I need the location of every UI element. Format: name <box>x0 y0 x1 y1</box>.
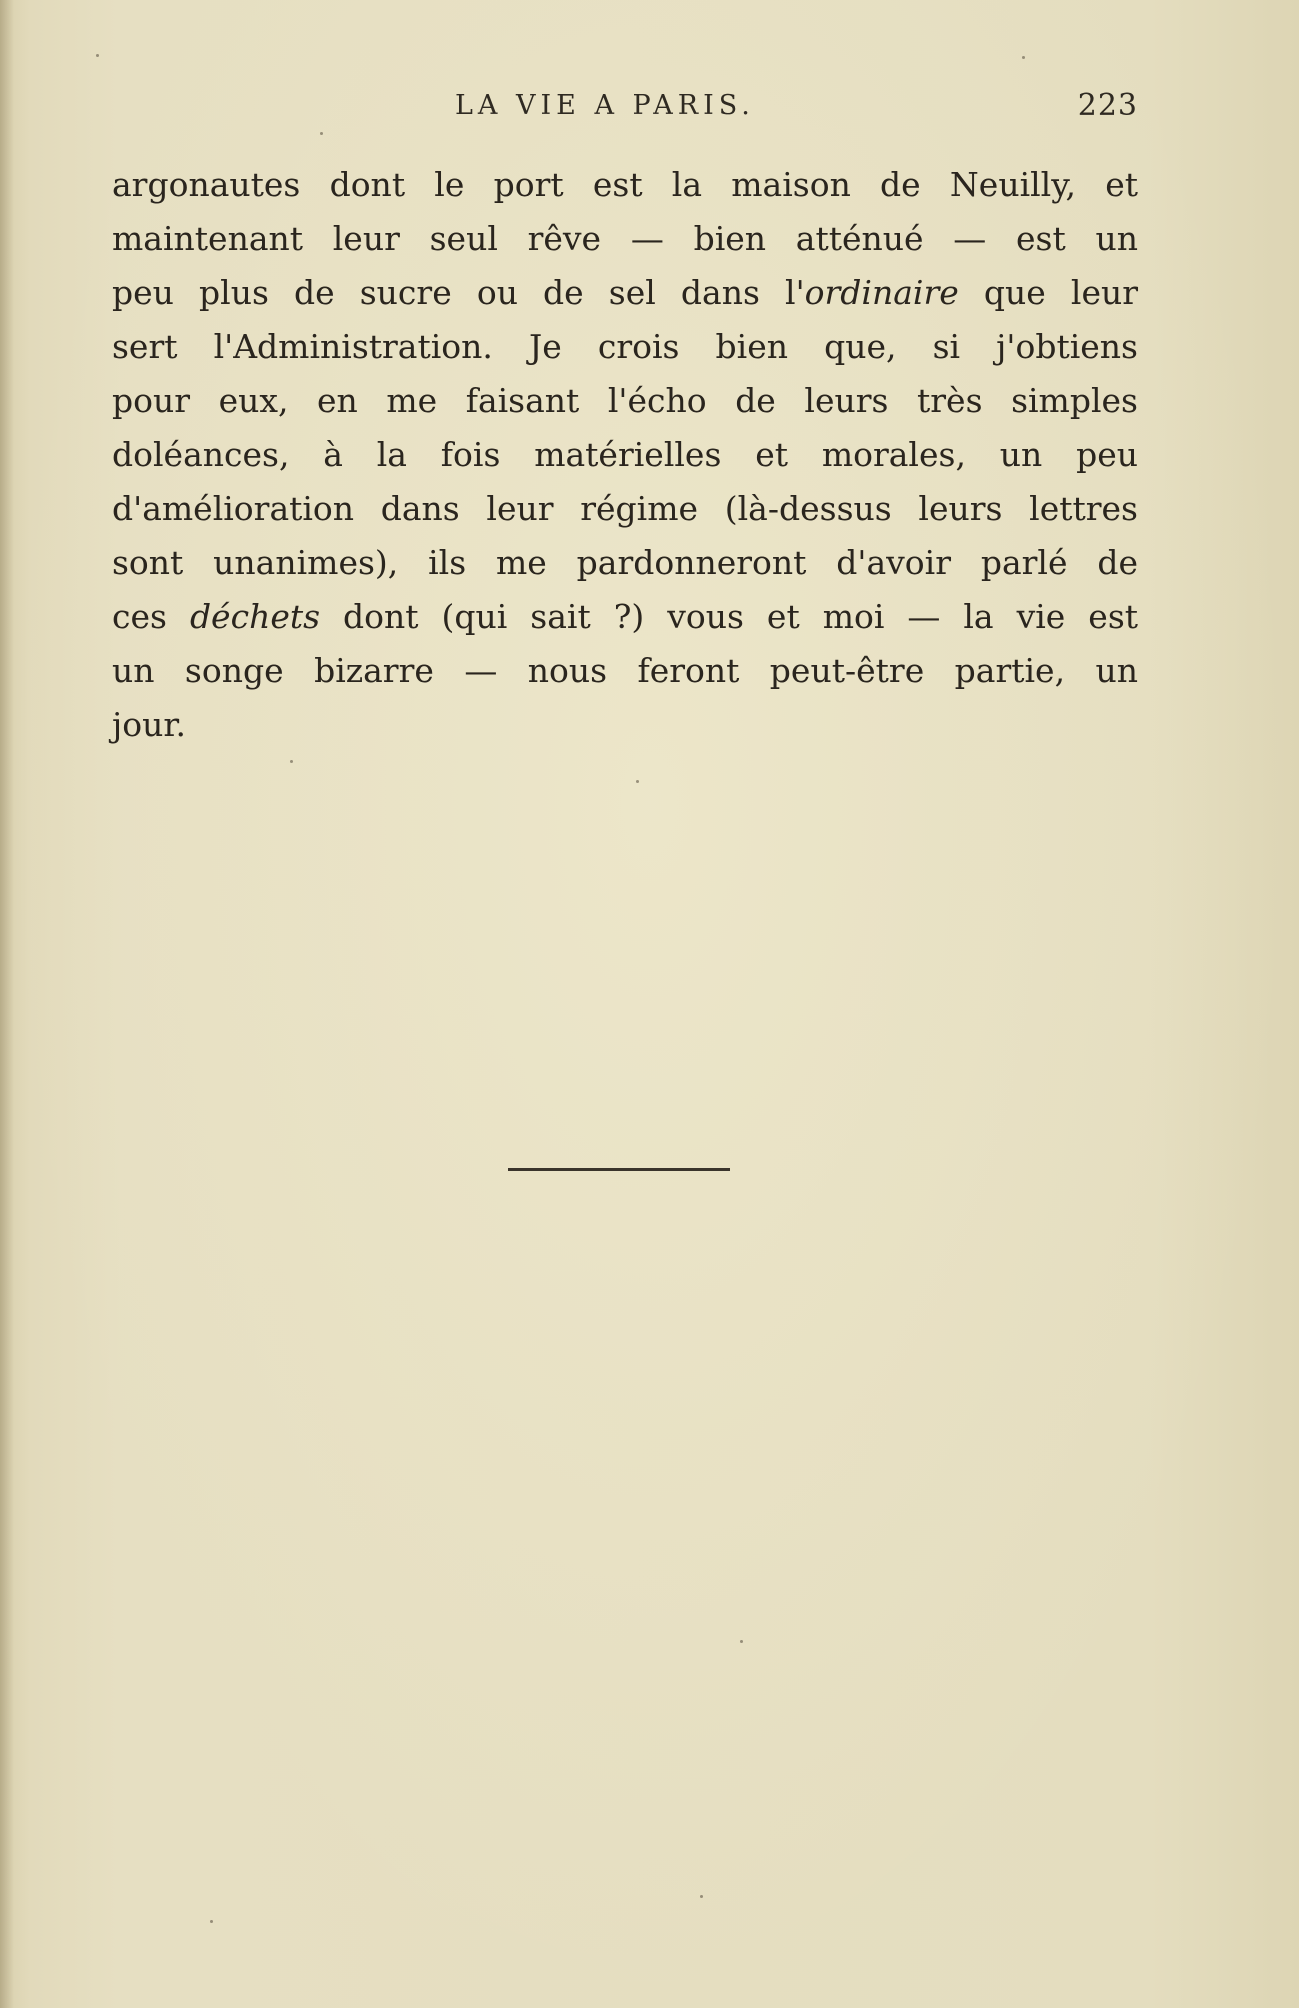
running-head <box>112 88 1138 128</box>
section-end-rule <box>508 1168 730 1171</box>
text-line <box>112 644 1138 698</box>
body-paragraph <box>112 158 1138 752</box>
text-line <box>112 212 1138 266</box>
paper-speck <box>210 1920 213 1923</box>
text-segment: d'amélioration dans leur régime (là-dessus leurs lettres <box>112 489 1138 528</box>
text-line <box>112 158 1138 212</box>
text-segment: jour. <box>112 705 186 744</box>
text-segment: que leur <box>958 273 1138 312</box>
paper-speck <box>740 1640 743 1643</box>
text-segment: pour eux, en me faisant l'écho de leurs très simples <box>112 381 1138 420</box>
text-segment: maintenant leur seul rêve — bien atténué — est un <box>112 219 1138 258</box>
text-line <box>112 428 1138 482</box>
italic-word: déchets <box>189 597 321 636</box>
running-title: LA VIE A PARIS. <box>455 90 755 121</box>
text-segment: peu plus de sucre ou de sel dans l' <box>112 273 805 312</box>
page-number: 223 <box>1077 88 1138 123</box>
text-line <box>112 320 1138 374</box>
paper-speck <box>636 780 639 783</box>
text-segment: sont unanimes), ils me pardonneront d'avoir parlé de <box>112 543 1138 582</box>
text-line <box>112 536 1138 590</box>
paper-speck <box>1022 56 1025 59</box>
paper-speck <box>96 54 99 57</box>
text-line <box>112 374 1138 428</box>
text-segment: sert l'Administration. Je crois bien que, si j'obtiens <box>112 327 1138 366</box>
text-line <box>112 266 1138 320</box>
text-segment: doléances, à la fois matérielles et morales, un peu <box>112 435 1138 474</box>
paper-speck <box>320 132 323 135</box>
paper-speck <box>290 760 293 763</box>
italic-word: ordinaire <box>804 273 959 312</box>
text-segment: un songe bizarre — nous feront peut-être partie, un <box>112 651 1138 690</box>
text-segment: ces <box>112 597 190 636</box>
text-segment: dont (qui sait ?) vous et moi — la vie est <box>320 597 1139 636</box>
page-edge-shadow <box>0 0 14 2008</box>
text-line <box>112 698 1138 752</box>
paper-speck <box>700 1895 703 1898</box>
text-segment: argonautes dont le port est la maison de Neuilly, et <box>112 165 1138 204</box>
text-line <box>112 482 1138 536</box>
text-line <box>112 590 1138 644</box>
